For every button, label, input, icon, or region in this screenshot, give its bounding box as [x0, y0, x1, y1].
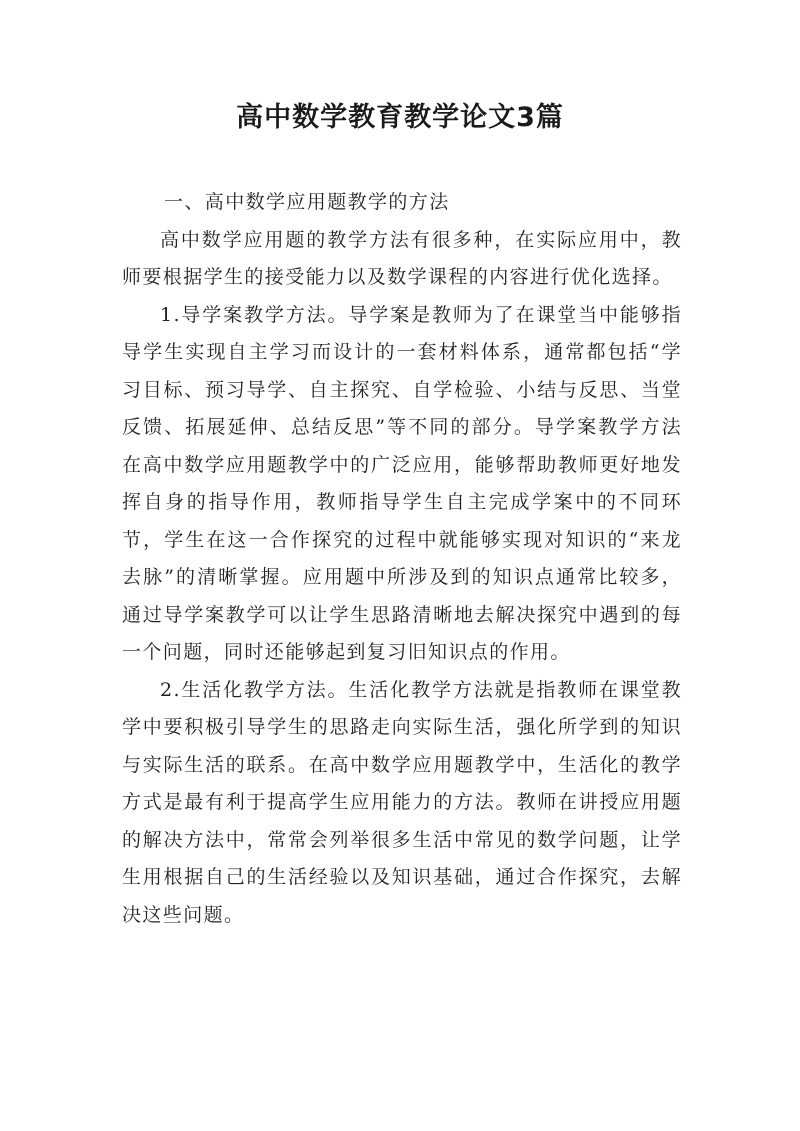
paragraph-intro: 高中数学应用题的教学方法有很多种，在实际应用中，教师要根据学生的接受能力以及数学课程的内容进行优化选择。	[122, 228, 682, 288]
document-body	[122, 184, 682, 934]
document-title: 高中数学教育教学论文3篇	[236, 102, 564, 133]
paragraph-method-2: 2.生活化教学方法。生活化教学方法就是指教师在课堂教学中要积极引导学生的思路走向实际生活，强化所学到的知识与实际生活的联系。在高中数学应用题教学中，生活化的教学方式是最有利于提高学生应用能力的方法。教师在讲授应用题的解决方法中，常常会列举很多生活中常见的数学问题，让学生用根据自己的生活经验以及知识基础，通过合作探究，去解决这些问题。	[122, 678, 682, 926]
paragraph-method-1: 1.导学案教学方法。导学案是教师为了在课堂当中能够指导学生实现自主学习而设计的一套材料体系，通常都包括“学习目标、预习导学、自主探究、自学检验、小结与反思、当堂反馈、拓展延伸、总结反思”等不同的部分。导学案教学方法在高中数学应用题教学中的广泛应用，能够帮助教师更好地发挥自身的指导作用，教师指导学生自主完成学案中的不同环节，学生在这一合作探究的过程中就能够实现对知识的“来龙去脉”的清晰掌握。应用题中所涉及到的知识点通常比较多，通过导学案教学可以让学生思路清晰地去解决探究中遇到的每一个问题，同时还能够起到复习旧知识点的作用。	[122, 303, 682, 663]
section-heading: 一、高中数学应用题教学的方法	[164, 191, 450, 213]
